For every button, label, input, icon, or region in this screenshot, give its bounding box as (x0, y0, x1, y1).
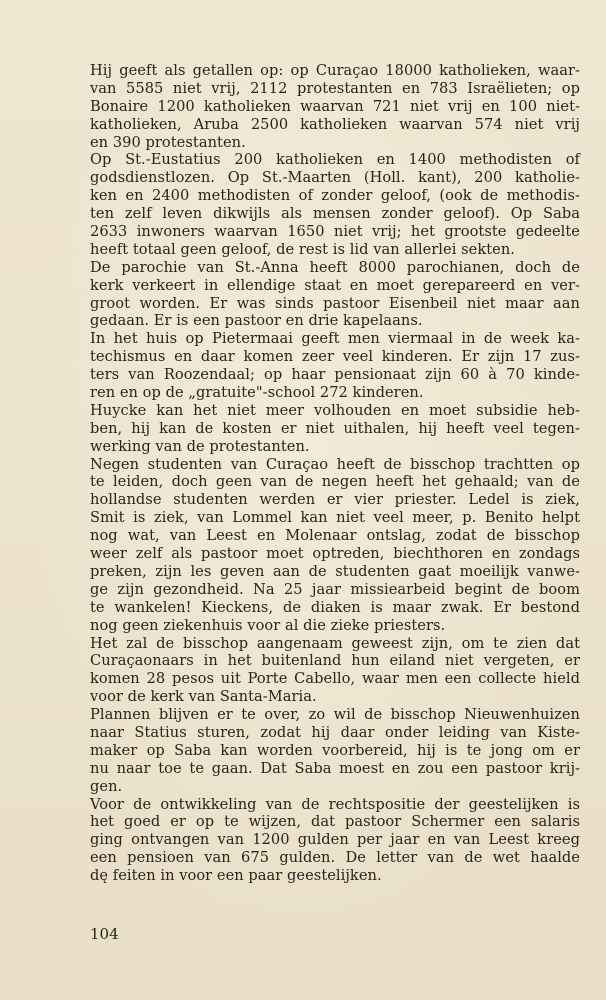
text-line: In het huis op Pietermaai geeft men viermaal in de week ka- (90, 330, 580, 348)
text-line: het goed er op te wijzen, dat pastoor Schermer een salaris (90, 813, 580, 831)
text-line: ters van Roozendaal; op haar pensionaat zijn 60 à 70 kinde- (90, 366, 580, 384)
text-line: van 5585 niet vrij, 2112 protestanten en 783 Israëlieten; op (90, 79, 580, 97)
text-line: ken en 2400 methodisten of zonder geloof, (ook de methodis- (90, 187, 580, 205)
text-line: komen 28 pesos uit Porte Cabello, waar men een collecte hield (90, 670, 580, 688)
text-line: nu naar toe te gaan. Dat Saba moest en zou een pastoor krij- (90, 759, 580, 777)
text-line: Plannen blijven er te over, zo wil de bisschop Nieuwenhuizen (90, 706, 580, 724)
text-line: ben, hij kan de kosten er niet uithalen, hij heeft veel tegen- (90, 419, 580, 437)
text-line: voor de kerk van Santa-Maria. (90, 688, 317, 706)
text-line: naar Statius sturen, zodat hij daar onder leiding van Kiste- (90, 723, 580, 741)
text-line: kerk verkeert in ellendige staat en moet gerepareerd en ver- (90, 276, 580, 294)
text-line: godsdienstlozen. Op St.-Maarten (Holl. kant), 200 katholie- (90, 169, 580, 187)
text-line: Curaçaonaars in het buitenland hun eiland niet vergeten, er (90, 652, 580, 670)
text-line: dę feiten in voor een paar geestelijken. (90, 867, 382, 885)
text-line: maker op Saba kan worden voorbereid, hij is te jong om er (90, 741, 580, 759)
text-line: groot worden. Er was sinds pastoor Eisenbeil niet maar aan (90, 294, 580, 312)
text-line: Voor de ontwikkeling van de rechtspositie der geestelijken is (90, 795, 580, 813)
text-line: nog geen ziekenhuis voor al die zieke priesters. (90, 616, 446, 634)
text-line: Op St.-Eustatius 200 katholieken en 1400 methodisten of (90, 151, 580, 169)
text-line: Bonaire 1200 katholieken waarvan 721 niet vrij en 100 niet- (90, 97, 580, 115)
text-line: De parochie van St.-Anna heeft 8000 parochianen, doch de (90, 258, 580, 276)
text-line: gedaan. Er is een pastoor en drie kapelaans. (90, 312, 423, 330)
text-line: Smit is ziek, van Lommel kan niet veel meer, p. Benito helpt (90, 509, 580, 527)
text-line: werking van de protestanten. (90, 437, 310, 455)
text-line: katholieken, Aruba 2500 katholieken waarvan 574 niet vrij (90, 115, 580, 133)
text-line: een pensioen van 675 gulden. De letter van de wet haalde (90, 849, 580, 867)
text-line: Huycke kan het niet meer volhouden en moet subsidie heb- (90, 401, 580, 419)
text-line: Hij geeft als getallen op: op Curaçao 18000 katholieken, waar- (90, 62, 580, 79)
page-number: 104 (90, 925, 119, 943)
text-line: weer zelf als pastoor moet optreden, biechthoren en zondags (90, 545, 580, 563)
text-line: en 390 protestanten. (90, 133, 246, 151)
text-line: Negen studenten van Curaçao heeft de bisschop trachtten op (90, 455, 580, 473)
text-line: ging ontvangen van 1200 gulden per jaar en van Leest kreeg (90, 831, 580, 849)
text-line: nog wat, van Leest en Molenaar ontslag, zodat de bisschop (90, 527, 580, 545)
text-line: 2633 inwoners waarvan 1650 niet vrij; het grootste gedeelte (90, 223, 580, 241)
text-line: hollandse studenten werden er vier priester. Ledel is ziek, (90, 491, 580, 509)
text-line: te wankelen! Kieckens, de diaken is maar zwak. Er bestond (90, 598, 580, 616)
text-line: te leiden, doch geen van de negen heeft het gehaald; van de (90, 473, 580, 491)
body-text (90, 62, 580, 885)
text-line: preken, zijn les geven aan de studenten gaat moeilijk vanwe- (90, 562, 580, 580)
text-line: techismus en daar komen zeer veel kinderen. Er zijn 17 zus- (90, 348, 580, 366)
text-line: ren en op de „gratuite"-school 272 kinderen. (90, 384, 424, 402)
text-line: gen. (90, 777, 123, 795)
text-line: heeft totaal geen geloof, de rest is lid van allerlei sekten. (90, 240, 515, 258)
text-line: Het zal de bisschop aangenaam geweest zijn, om te zien dat (90, 634, 580, 652)
text-line: ge zijn gezondheid. Na 25 jaar missiearbeid begint de boom (90, 580, 580, 598)
text-line: ten zelf leven dikwijls als mensen zonder geloof). Op Saba (90, 205, 580, 223)
